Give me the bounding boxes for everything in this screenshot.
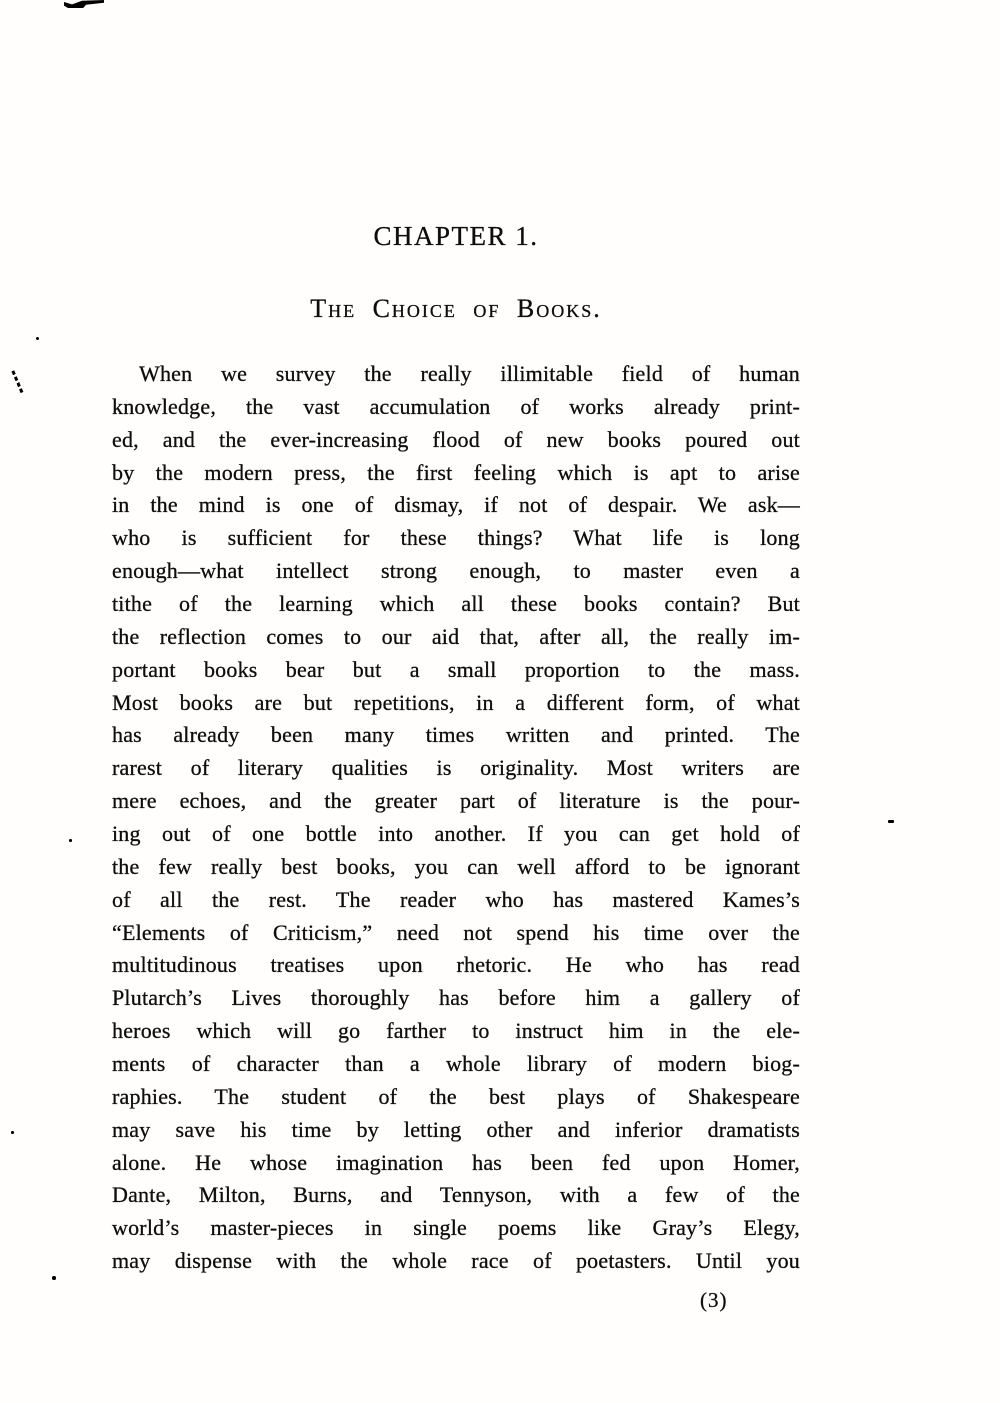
body-line: of all the rest. The reader who has mastered Kames’s xyxy=(112,886,800,912)
body-line: mere echoes, and the greater part of literature is the pour- xyxy=(112,788,800,814)
body-line: multitudinous treatises upon rhetoric. He who has read xyxy=(112,952,800,978)
body-line: Plutarch’s Lives thoroughly has before him a gallery of xyxy=(112,985,800,1011)
body-line: rarest of literary qualities is originality. Most writers are xyxy=(112,755,800,781)
body-line: Dante, Milton, Burns, and Tennyson, with a few of the xyxy=(112,1182,800,1208)
body-line: may dispense with the whole race of poetasters. Until you xyxy=(112,1248,800,1274)
body-line: ed, and the ever-increasing flood of new books poured out xyxy=(112,426,800,452)
scan-speck xyxy=(36,337,39,340)
body-line: the few really best books, you can well afford to be ignorant xyxy=(112,853,800,879)
scan-speck xyxy=(52,1276,56,1280)
body-line: portant books bear but a small proportion to the mass. xyxy=(112,656,800,682)
body-line: When we survey the really illimitable field of human xyxy=(139,361,800,386)
scan-speck xyxy=(69,839,72,842)
body-paragraph xyxy=(112,358,800,1278)
body-line: who is sufficient for these things? What life is long xyxy=(112,525,800,551)
body-line: ing out of one bottle into another. If you can get hold of xyxy=(112,821,800,847)
body-line: alone. He whose imagination has been fed upon Homer, xyxy=(112,1149,800,1175)
body-line: world’s master-pieces in single poems like Gray’s Elegy, xyxy=(112,1215,800,1241)
body-line: Most books are but repetitions, in a different form, of what xyxy=(112,689,800,715)
body-line: “Elements of Criticism,” need not spend his time over the xyxy=(112,919,800,945)
chapter-heading: CHAPTER 1. xyxy=(373,221,539,251)
body-line: heroes which will go farther to instruct him in the ele- xyxy=(112,1018,800,1044)
body-line: enough—what intellect strong enough, to master even a xyxy=(112,558,800,584)
body-line: may save his time by letting other and inferior dramatists xyxy=(112,1116,800,1142)
body-line: in the mind is one of dismay, if not of despair. We ask— xyxy=(112,492,800,518)
scan-speck xyxy=(11,1131,14,1134)
body-line: ments of character than a whole library of modern biog- xyxy=(112,1051,800,1077)
scan-artifact-blob xyxy=(64,0,104,8)
page-number: (3) xyxy=(700,1288,728,1312)
body-line: the reflection comes to our aid that, after all, the really im- xyxy=(112,623,800,649)
scan-speck xyxy=(888,820,894,823)
section-title: The Choice of Books. xyxy=(310,294,602,323)
body-line: raphies. The student of the best plays of Shakespeare xyxy=(112,1083,800,1109)
scan-artifact-stray-mark xyxy=(11,370,23,393)
body-line: knowledge, the vast accumulation of works already print- xyxy=(112,393,800,419)
body-line: tithe of the learning which all these books contain? But xyxy=(112,591,800,617)
body-line: has already been many times written and printed. The xyxy=(112,722,800,748)
body-line: by the modern press, the first feeling which is apt to arise xyxy=(112,459,800,485)
